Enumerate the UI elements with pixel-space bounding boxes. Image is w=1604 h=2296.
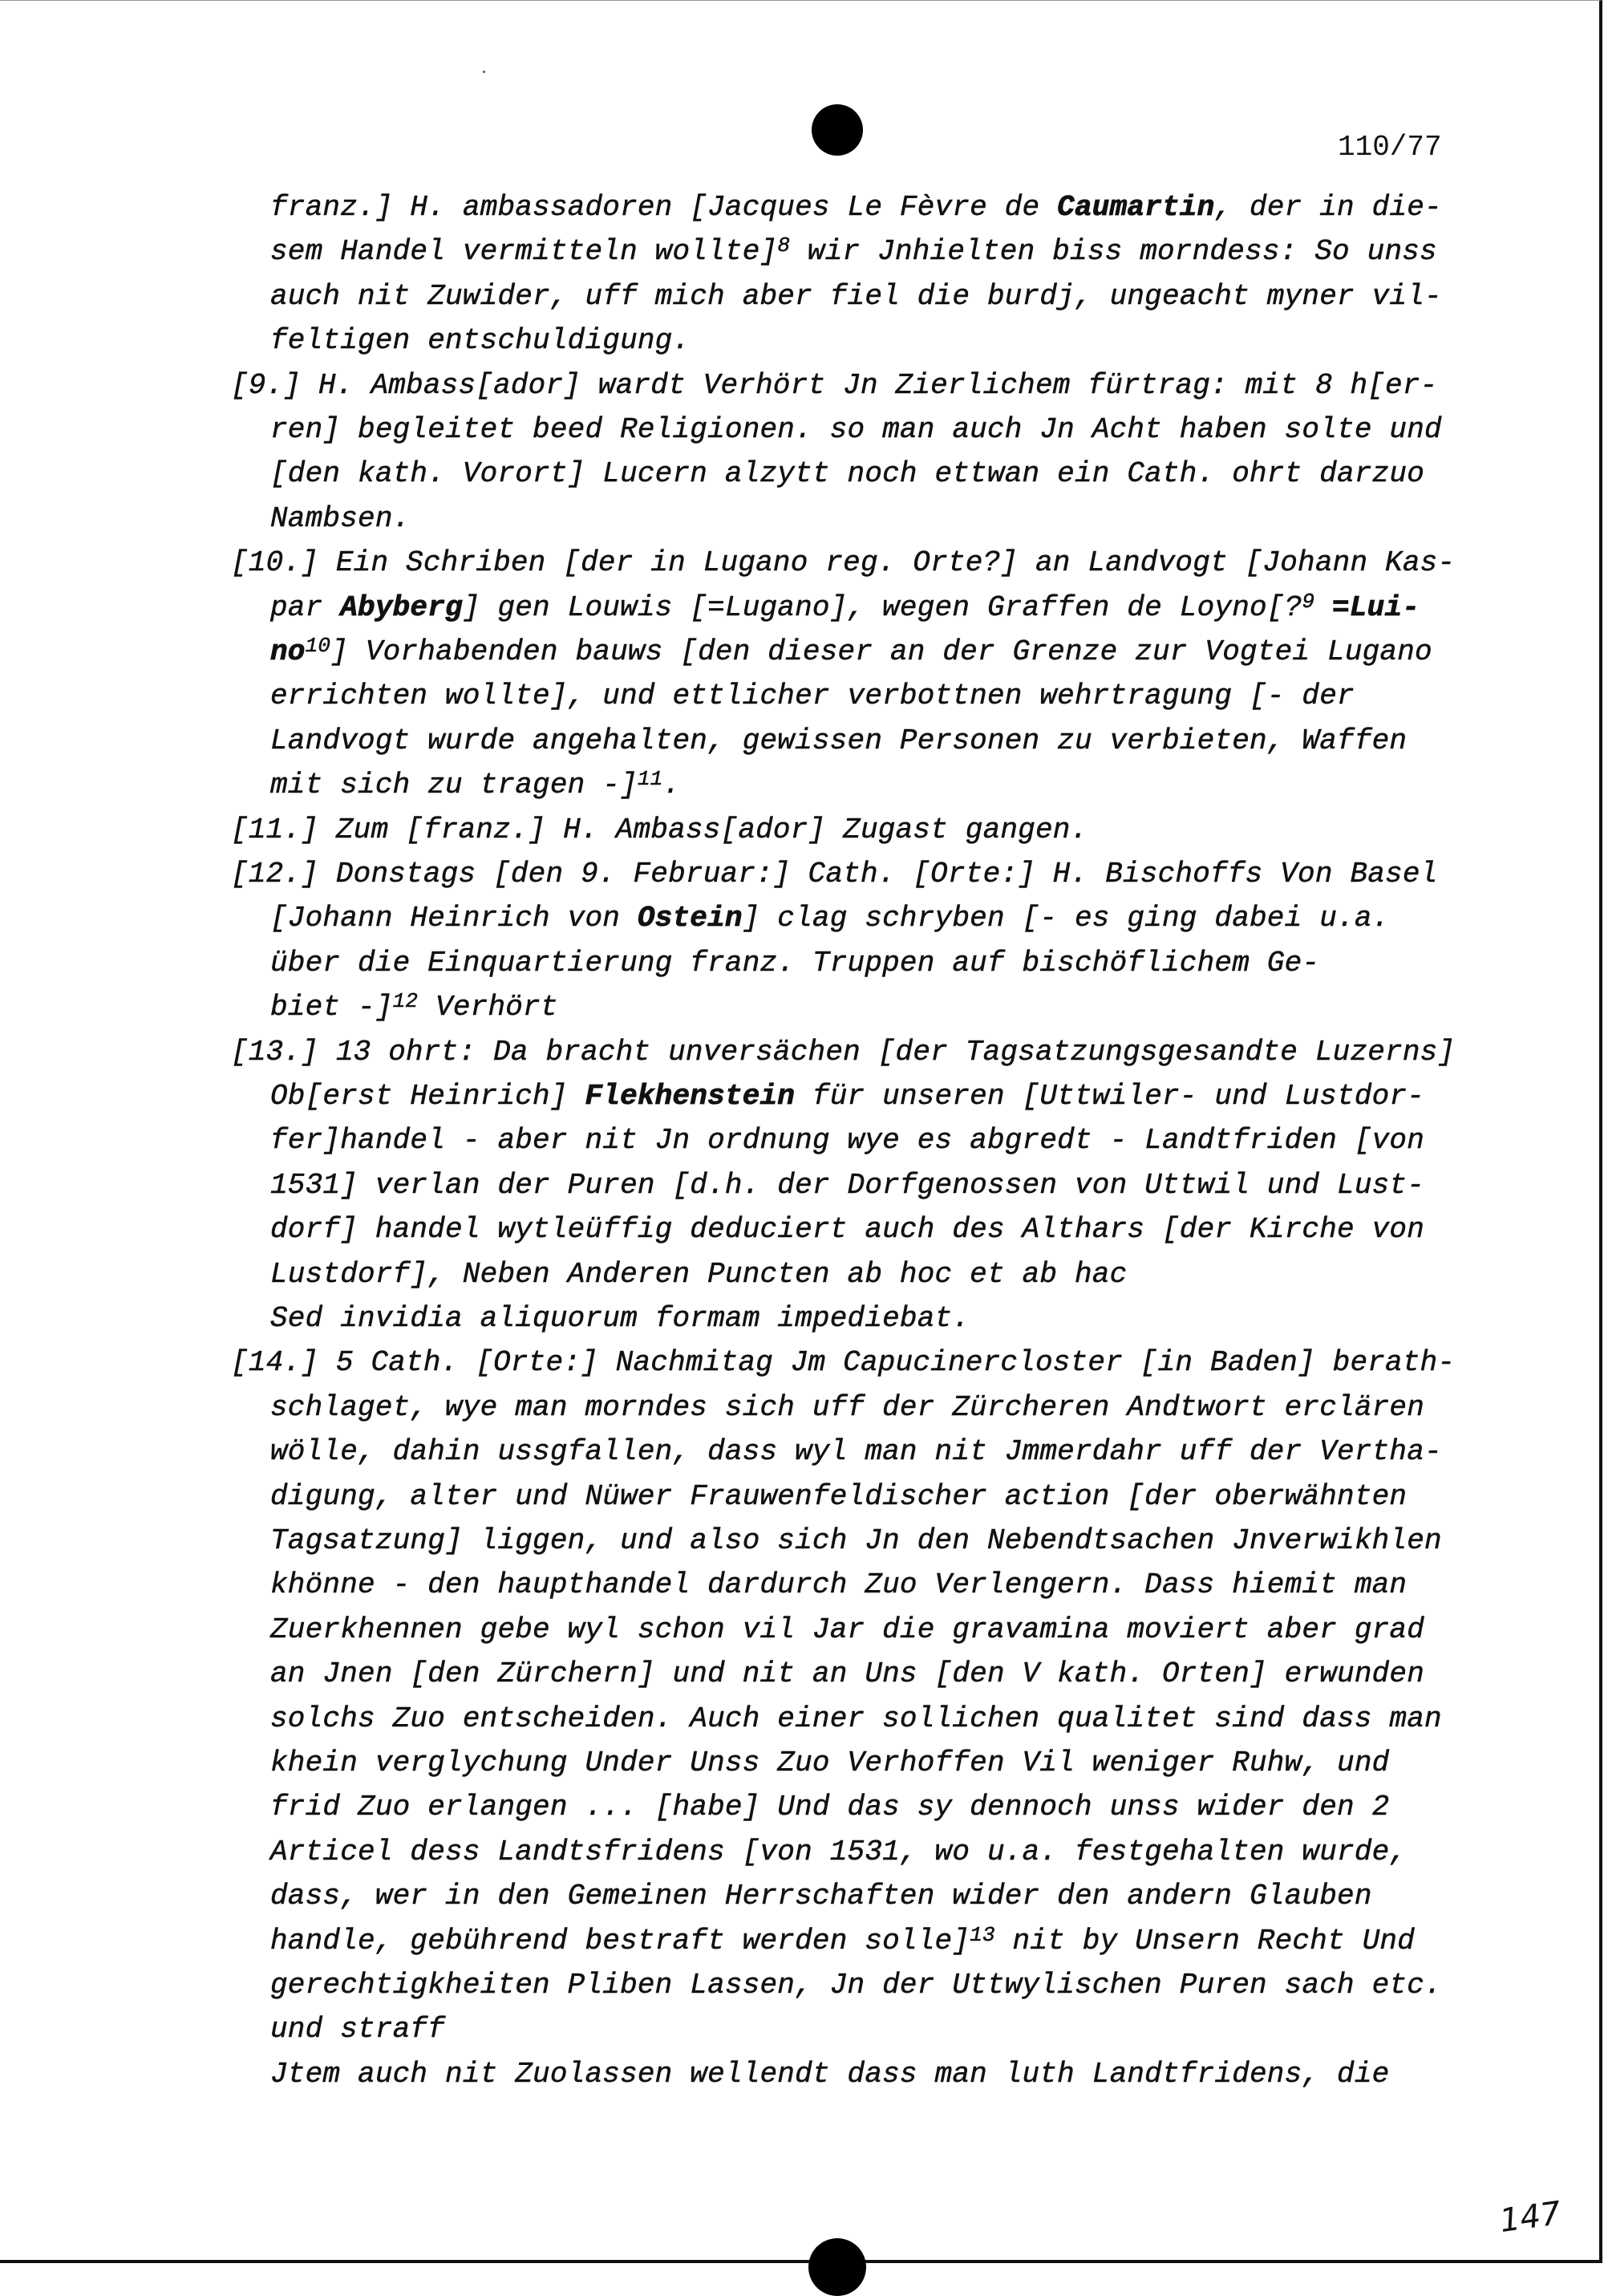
text-segment: Donstags [den 9. Februar:] Cath. [Orte:] H. Bischoffs Von Basel <box>335 858 1438 890</box>
text-line <box>270 1610 1424 1650</box>
text-segment: H. Ambass[ador] wardt Verhört Jn Zierlichem fürtrag: mit 8 h[er- <box>318 368 1438 402</box>
text-line <box>270 1521 1442 1561</box>
text-line <box>270 1787 1389 1827</box>
text-segment: Tagsatzung] liggen, und also sich Jn den Nebendtsachen Jnverwikhlen <box>270 1524 1442 1557</box>
text-segment: Articel dess Landtsfridens [von 1531, wo u.a. festgehalten wurde, <box>270 1835 1408 1868</box>
page-number: 110/77 <box>1338 131 1442 164</box>
text-segment: khein verglychung Under Unss Zuo Verhoffen Vil weniger Ruhw, und <box>270 1746 1390 1779</box>
text-segment: frid Zuo erlangen ... [habe] Und das sy dennoch unss wider den 2 <box>270 1791 1390 1824</box>
footnote-ref: 9 <box>1302 589 1315 614</box>
speck-mark <box>483 71 485 73</box>
emphasized-name: =Lui- <box>1332 590 1420 624</box>
text-segment: [den kath. Vorort] Lucern alzytt noch ettwan ein Cath. ohrt darzuo <box>270 457 1425 491</box>
paragraph-number: [11.] <box>231 813 319 846</box>
text-line <box>270 988 558 1028</box>
text-segment: handle, gebührend bestraft werden solle] <box>270 1924 970 1957</box>
text-segment: ] clag schryben [- es ging dabei u.a. <box>742 902 1390 935</box>
text-line <box>270 232 1437 272</box>
text-segment: khönne - den haupthandel dardurch Zuo Verlengern. Dass hiemit man <box>270 1568 1408 1602</box>
text-line <box>270 676 1355 716</box>
text-line <box>270 1121 1424 1161</box>
text-line <box>270 943 1319 984</box>
paragraph-number: [13.] <box>231 1035 319 1069</box>
text-line <box>231 366 1437 406</box>
punch-hole-top <box>812 104 863 156</box>
folio-text: 147 <box>1497 2194 1564 2241</box>
paragraph-number: [10.] <box>231 546 319 580</box>
text-segment: , der in die- <box>1214 191 1442 224</box>
emphasized-name: Flekhenstein <box>585 1080 796 1113</box>
text-line <box>270 1699 1442 1739</box>
text-segment: nit by Unsern Recht Und <box>994 1924 1416 1957</box>
text-line <box>270 499 410 539</box>
text-line <box>270 2055 1389 2095</box>
text-segment <box>1314 591 1332 624</box>
text-line <box>270 1477 1407 1517</box>
text-line <box>231 543 1455 583</box>
text-line <box>270 454 1424 494</box>
text-line <box>231 1032 1455 1073</box>
text-line <box>270 1166 1424 1206</box>
text-segment: Landvogt wurde angehalten, gewissen Personen zu verbieten, Waffen <box>270 724 1408 757</box>
text-line <box>231 1343 1455 1383</box>
text-segment: . <box>662 769 681 802</box>
text-segment: mit sich zu tragen -] <box>270 769 638 802</box>
text-segment: 13 ohrt: Da bracht unversächen [der Tagsatzungsgesandte Luzerns] <box>335 1035 1456 1069</box>
text-segment: wölle, dahin ussgfallen, dass wyl man nit Jmmerdahr uff der Vertha- <box>270 1435 1442 1469</box>
text-line <box>270 1654 1424 1694</box>
text-segment: Verhört <box>418 991 558 1024</box>
text-line <box>270 1832 1407 1872</box>
text-line <box>270 765 680 805</box>
text-segment: und straff <box>270 2013 446 2047</box>
text-line <box>270 632 1432 672</box>
paragraph-number: [12.] <box>231 858 319 890</box>
text-segment: ] Vorhabenden bauws [den dieser an der Grenze zur Vogtei Lugano <box>330 635 1432 668</box>
text-segment: feltigen entschuldigung. <box>270 324 691 358</box>
text-segment: Zum [franz.] H. Ambass[ador] Zugast gangen. <box>335 813 1088 846</box>
text-line <box>270 899 1389 939</box>
paragraph-number: [9.] <box>231 368 302 402</box>
text-line <box>270 1210 1424 1250</box>
text-line <box>270 321 690 361</box>
text-line <box>270 1921 1415 1961</box>
text-segment: [Johann Heinrich von <box>270 902 638 935</box>
text-segment: an Jnen [den Zürchern] und nit an Uns [den V kath. Orten] erwunden <box>270 1657 1425 1691</box>
text-segment: Ob[erst Heinrich] <box>270 1080 585 1113</box>
text-segment: ren] begleitet beed Religionen. so man auch Jn Acht haben solte und <box>270 413 1442 446</box>
text-segment: digung, alter und Nüwer Frauwenfeldischer action [der oberwähnten <box>270 1479 1408 1513</box>
text-segment: par <box>270 590 341 624</box>
paragraph-number: [14.] <box>231 1346 319 1380</box>
text-segment: auch nit Zuwider, uff mich aber fiel die burdj, ungeacht myner vil- <box>270 279 1442 313</box>
text-segment: Jtem auch nit Zuolassen wellendt dass man luth Landtfridens, die <box>270 2057 1390 2091</box>
punch-hole-bottom <box>808 2238 866 2296</box>
text-line <box>270 2010 445 2050</box>
text-segment: errichten wollte], und ettlicher verbottnen wehrtragung [- der <box>270 679 1355 713</box>
text-line <box>270 1565 1407 1605</box>
text-line <box>270 410 1442 450</box>
footnote-ref: 10 <box>305 634 331 658</box>
footnote-ref: 11 <box>637 767 663 792</box>
text-line <box>270 1965 1442 2006</box>
text-segment: Lustdorf], Neben Anderen Puncten ab hoc et ab hac <box>270 1257 1128 1291</box>
footnote-ref: 13 <box>970 1922 995 1947</box>
text-line <box>270 1388 1424 1428</box>
text-segment: fer]handel - aber nit Jn ordnung wye es abgredt - Landtfriden [von <box>270 1124 1425 1158</box>
text-line <box>231 810 1088 850</box>
text-segment: schlaget, wye man morndes sich uff der Zürcheren Andtwort erclären <box>270 1390 1425 1424</box>
text-segment: Nambsen. <box>270 501 411 535</box>
text-line <box>270 188 1442 228</box>
text-line <box>270 1743 1389 1783</box>
text-segment: dorf] handel wytleüffig deduciert auch des Althars [der Kirche von <box>270 1213 1425 1247</box>
text-line <box>270 1432 1442 1472</box>
text-line <box>270 721 1407 761</box>
text-segment: 1531] verlan der Puren [d.h. der Dorfgenossen von Uttwil und Lust- <box>270 1168 1425 1202</box>
text-line <box>270 277 1442 317</box>
emphasized-name: Caumartin <box>1057 191 1215 224</box>
text-segment: ] gen Louwis [=Lugano], wegen Graffen de Loyno[? <box>462 590 1302 624</box>
text-segment: gerechtigkheiten Pliben Lassen, Jn der Uttwylischen Puren sach etc. <box>270 1969 1442 2002</box>
text-segment: über die Einquartierung franz. Truppen auf bischöflichem Ge- <box>270 946 1320 980</box>
text-line <box>270 1299 970 1339</box>
text-segment: wir Jnhielten biss morndess: So unss <box>790 235 1437 269</box>
text-segment: dass, wer in den Gemeinen Herrschaften wider den andern Glauben <box>270 1880 1372 1913</box>
text-segment: Sed invidia aliquorum formam impediebat. <box>270 1302 970 1335</box>
footnote-ref: 8 <box>777 233 791 258</box>
text-segment: für unseren [Uttwiler- und Lustdor- <box>795 1080 1425 1113</box>
footnote-ref: 12 <box>392 989 419 1014</box>
text-line <box>270 1077 1424 1117</box>
text-line <box>270 588 1420 628</box>
text-line <box>270 1255 1127 1295</box>
emphasized-name: Abyberg <box>340 590 463 624</box>
text-line <box>231 854 1437 894</box>
emphasized-name: no <box>270 635 306 668</box>
text-segment: 5 Cath. [Orte:] Nachmitag Jm Capucinercloster [in Baden] berath- <box>335 1346 1456 1380</box>
text-segment: Ein Schriben [der in Lugano reg. Orte?] an Landvogt [Johann Kas- <box>335 546 1456 580</box>
text-segment: solchs Zuo entscheiden. Auch einer sollichen qualitet sind dass man <box>270 1702 1442 1735</box>
text-line <box>270 1876 1372 1917</box>
text-segment: biet -] <box>270 991 393 1024</box>
emphasized-name: Ostein <box>637 902 743 935</box>
text-segment: franz.] H. ambassadoren [Jacques Le Fèvre de <box>270 191 1058 224</box>
text-segment: Zuerkhennen gebe wyl schon vil Jar die gravamina moviert aber grad <box>270 1612 1425 1646</box>
text-segment: sem Handel vermitteln wollte] <box>270 235 778 269</box>
